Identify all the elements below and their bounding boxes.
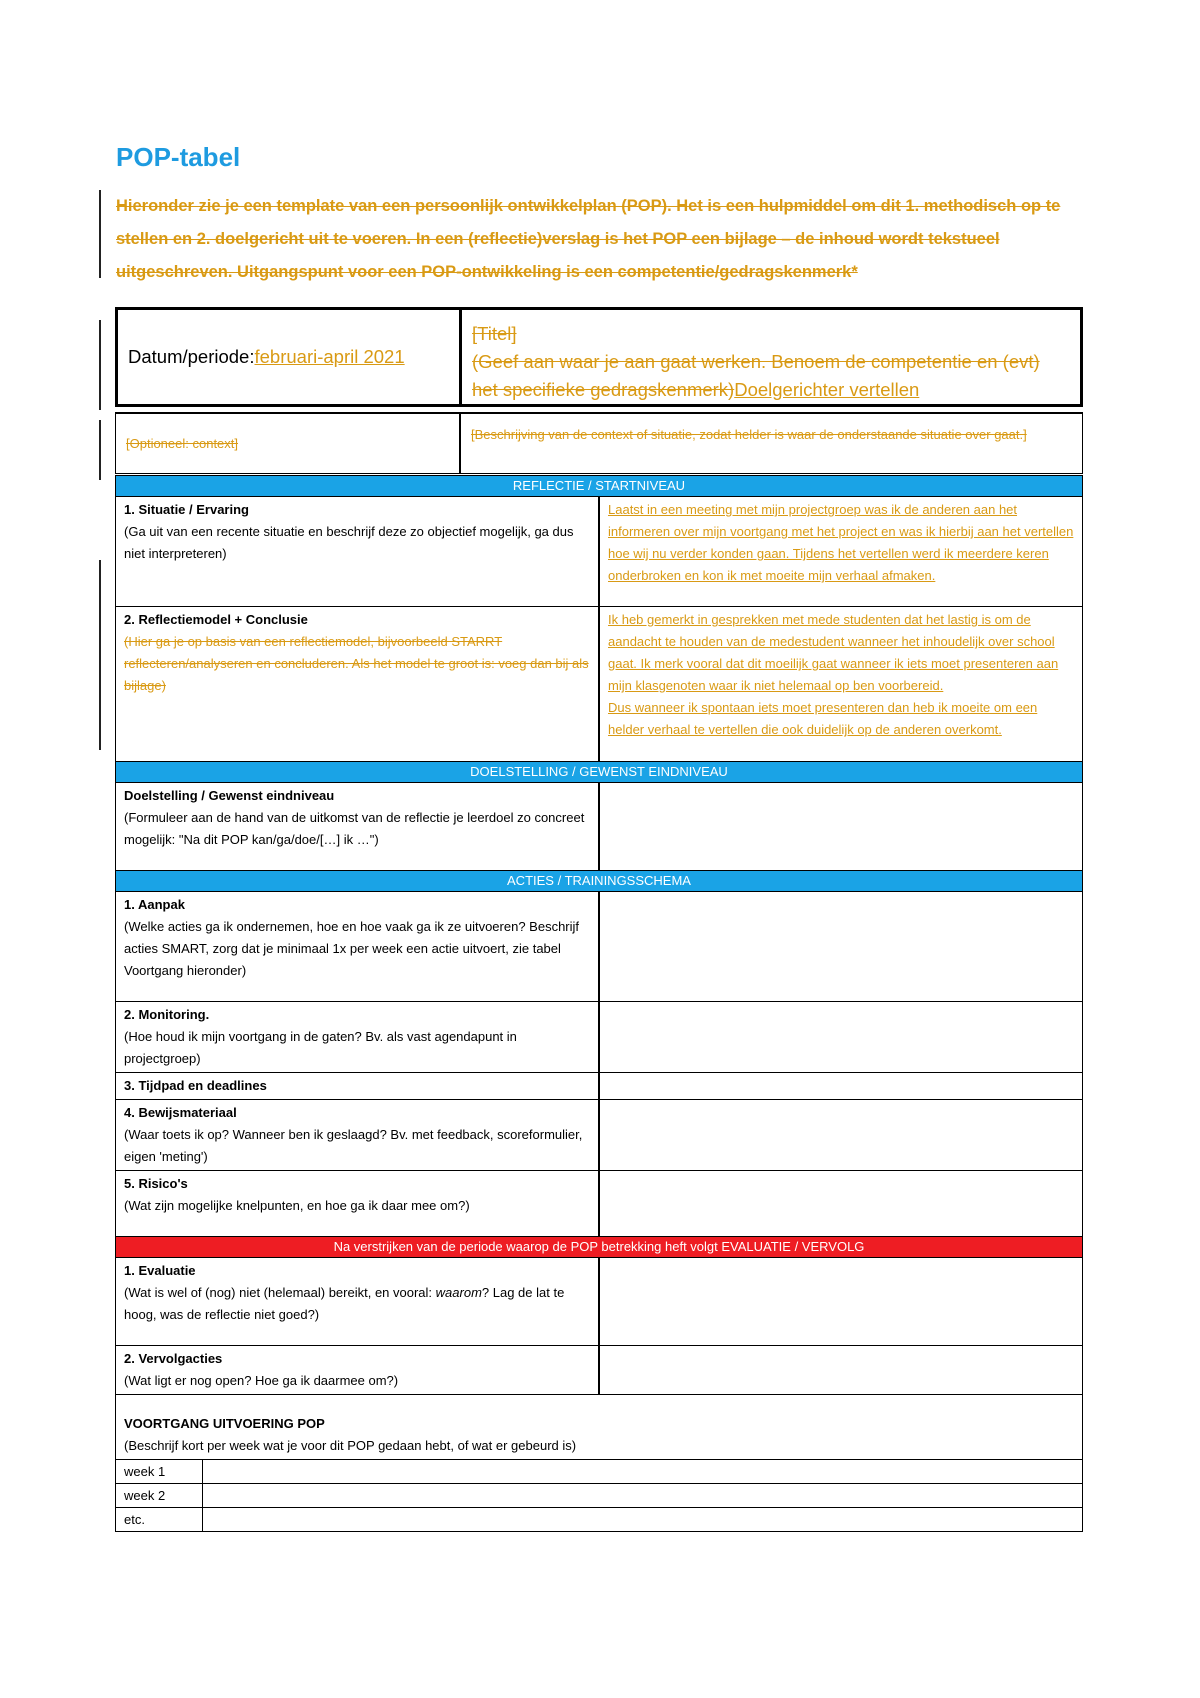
vervolg-cell: [116, 1346, 600, 1395]
vervolg-answer-cell[interactable]: [599, 1346, 1083, 1395]
change-bar: [99, 320, 101, 410]
table-row: [116, 1073, 1083, 1100]
reflectiemodel-hint: (Hier ga je op basis van een reflectiemodel, bijvoorbeeld STARRT reflecteren/analyseren en concluderen. Als het model te groot is: voeg dan bij als bijlage): [124, 634, 589, 693]
reflectiemodel-answer-1: Ik heb gemerkt in gesprekken met mede studenten dat het lastig is om de aandacht te houden van de medestudent wanneer het inhoudelijk over school gaat. Ik merk vooral dat dit moeilijk gaat wanneer ik iets moet presenteren aan mijn klasgenoten waar ik niet helemaal op ben voorbereid.: [608, 612, 1059, 693]
aanpak-answer-cell[interactable]: [599, 892, 1083, 1002]
title-cell: [462, 310, 1080, 404]
reflectiemodel-answer-cell[interactable]: [599, 607, 1083, 762]
header-table: [115, 307, 1083, 407]
doel-label: Doelstelling / Gewenst eindniveau: [124, 788, 335, 803]
tijdpad-cell: [116, 1073, 600, 1100]
risico-label: 5. Risico's: [124, 1176, 188, 1191]
table-row: [116, 497, 1083, 607]
monitoring-cell: [116, 1002, 600, 1073]
section-acties: ACTIES / TRAININGSSCHEMA: [116, 871, 1083, 892]
week-entry-cell[interactable]: [203, 1484, 1083, 1508]
vervolg-label: 2. Vervolgacties: [124, 1351, 223, 1366]
table-row: [116, 783, 1083, 871]
week-label: week 2: [116, 1484, 203, 1508]
reflectiemodel-answer-2: Dus wanneer ik spontaan iets moet presenteren dan heb ik moeite om een helder verhaal te vertellen die ook duidelijk op de anderen overkomt.: [608, 700, 1038, 737]
evaluatie-cell: [116, 1258, 600, 1346]
table-row: [116, 1258, 1083, 1346]
section-evaluatie: Na verstrijken van de periode waarop de POP betrekking heft volgt EVALUATIE / VERVOLG: [116, 1237, 1083, 1258]
intro-text: Hieronder zie je een template van een persoonlijk ontwikkelplan (POP). Het is een hulpmiddel om dit 1. methodisch op te stellen en 2. doelgericht uit te voeren. In een (reflectie)verslag is het POP een bijlage – de inhoud wordt tekstueel uitgeschreven. Uitgangspunt voor een POP-ontwikkeling is een competentie/gedragskenmerk*: [116, 197, 1061, 281]
progress-row: [116, 1508, 1083, 1532]
title-instruction: (Geef aan waar je aan gaat werken. Benoem de competentie en (evt) het specifieke gedragskenmerk): [472, 351, 1040, 400]
progress-hint: (Beschrijf kort per week wat je voor dit POP gedaan hebt, of wat er gebeurd is): [124, 1438, 577, 1453]
monitoring-label: 2. Monitoring.: [124, 1007, 210, 1022]
risico-answer-cell[interactable]: [599, 1171, 1083, 1237]
aanpak-hint: (Welke acties ga ik ondernemen, hoe en hoe vaak ga ik ze uitvoeren? Beschrijf acties SMART, zorg dat je minimaal 1x per week een actie uitvoert, zie tabel Voortgang hieronder): [124, 919, 580, 978]
table-row: [116, 892, 1083, 1002]
week-entry-cell[interactable]: [203, 1460, 1083, 1484]
title-value[interactable]: Doelgerichter vertellen: [734, 379, 920, 400]
date-cell: [118, 310, 462, 404]
monitoring-answer-cell[interactable]: [599, 1002, 1083, 1073]
evaluatie-label: 1. Evaluatie: [124, 1263, 196, 1278]
week-label: week 1: [116, 1460, 203, 1484]
context-description: [Beschrijving van de context of situatie, zodat helder is waar de onderstaande situatie over gaat.]: [471, 427, 1027, 442]
tijdpad-label: 3. Tijdpad en deadlines: [124, 1078, 267, 1093]
evaluatie-hint: (Wat is wel of (nog) niet (helemaal) bereikt, en vooral: waarom? Lag de lat te hoog, was de reflectie niet goed?): [124, 1285, 565, 1322]
change-bar: [99, 420, 101, 480]
context-label: [Optioneel: context]: [116, 414, 461, 473]
progress-row: [116, 1460, 1083, 1484]
evaluatie-answer-cell[interactable]: [599, 1258, 1083, 1346]
bewijs-hint: (Waar toets ik op? Wanneer ben ik geslaagd? Bv. met feedback, scoreformulier, eigen 'meting'): [124, 1127, 583, 1164]
table-row: [116, 1100, 1083, 1171]
situatie-cell: [116, 497, 600, 607]
change-bar: [99, 190, 101, 278]
table-row: [116, 1346, 1083, 1395]
monitoring-hint: (Hoe houd ik mijn voortgang in de gaten? Bv. als vast agendapunt in projectgroep): [124, 1029, 517, 1066]
table-row: [116, 607, 1083, 762]
week-entry-cell[interactable]: [203, 1508, 1083, 1532]
risico-hint: (Wat zijn mogelijke knelpunten, en hoe ga ik daar mee om?): [124, 1198, 470, 1213]
reflectiemodel-cell: [116, 607, 600, 762]
progress-heading-cell: [116, 1395, 1083, 1460]
doel-answer-cell[interactable]: [599, 783, 1083, 871]
page-title: POP-tabel: [116, 142, 241, 172]
week-label: etc.: [116, 1508, 203, 1532]
aanpak-cell: [116, 892, 600, 1002]
title-placeholder: [Titel]: [472, 323, 517, 344]
date-value[interactable]: februari-april 2021: [254, 346, 405, 367]
progress-title: VOORTGANG UITVOERING POP: [124, 1416, 325, 1431]
situatie-answer-cell[interactable]: [599, 497, 1083, 607]
bewijs-label: 4. Bewijsmateriaal: [124, 1105, 237, 1120]
context-row: [115, 412, 1083, 474]
progress-row: [116, 1484, 1083, 1508]
pop-table: [115, 475, 1083, 1460]
vervolg-hint: (Wat ligt er nog open? Hoe ga ik daarmee om?): [124, 1373, 399, 1388]
doel-hint: (Formuleer aan de hand van de uitkomst van de reflectie je leerdoel zo concreet mogelijk: "Na dit POP kan/ga/doe/[…] ik …"): [124, 810, 585, 847]
date-label: Datum/periode:: [128, 346, 255, 367]
progress-table: [115, 1459, 1083, 1532]
situatie-hint: (Ga uit van een recente situatie en beschrijf deze zo objectief mogelijk, ga dus niet interpreteren): [124, 524, 574, 561]
section-reflectie: REFLECTIE / STARTNIVEAU: [116, 476, 1083, 497]
reflectiemodel-label: 2. Reflectiemodel + Conclusie: [124, 612, 308, 627]
bewijs-answer-cell[interactable]: [599, 1100, 1083, 1171]
section-doelstelling: DOELSTELLING / GEWENST EINDNIVEAU: [116, 762, 1083, 783]
progress-heading-row: [116, 1395, 1083, 1460]
situatie-answer: Laatst in een meeting met mijn projectgroep was ik de anderen aan het informeren over mijn voortgang met het project en was ik hierbij aan het vertellen hoe wij nu verder konden gaan. Tijdens het vertellen werd ik meerdere keren onderbroken en kon ik met moeite mijn verhaal afmaken.: [608, 502, 1074, 583]
risico-cell: [116, 1171, 600, 1237]
aanpak-label: 1. Aanpak: [124, 897, 185, 912]
table-row: [116, 1002, 1083, 1073]
bewijs-cell: [116, 1100, 600, 1171]
situatie-label: 1. Situatie / Ervaring: [124, 502, 249, 517]
doel-cell: [116, 783, 600, 871]
tijdpad-answer-cell[interactable]: [599, 1073, 1083, 1100]
change-bar: [99, 560, 101, 750]
table-row: [116, 1171, 1083, 1237]
